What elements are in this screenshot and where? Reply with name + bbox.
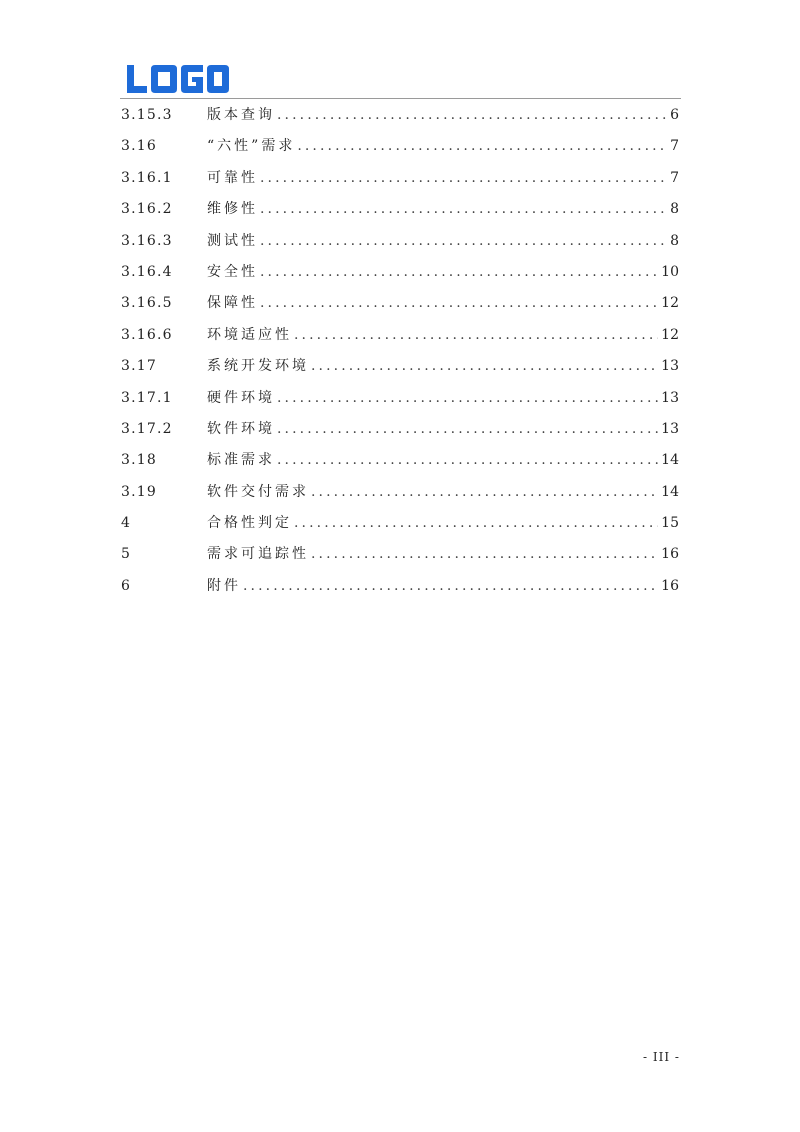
toc-dot-leader [277, 414, 658, 445]
toc-entry-page: 8 [670, 232, 679, 249]
toc-entry-page: 13 [661, 389, 679, 406]
toc-dot-leader [277, 100, 667, 131]
toc-entry-title: 标准需求 [207, 452, 275, 469]
toc-entry-number: 3.15.3 [121, 107, 173, 123]
toc-entry-page: 6 [670, 107, 679, 123]
toc-entry-title: 环境适应性 [207, 326, 292, 343]
table-of-contents [121, 100, 679, 602]
toc-entry-number: 3.16.4 [121, 263, 173, 280]
toc-entry-title: 需求可追踪性 [207, 546, 309, 563]
toc-entry[interactable] [121, 226, 679, 257]
toc-dot-leader [311, 477, 658, 508]
toc-entry-page: 15 [661, 515, 679, 532]
toc-entry-number: 3.16.1 [121, 169, 173, 186]
toc-entry-number: 3.17.2 [121, 420, 173, 437]
toc-entry-page: 12 [661, 326, 679, 343]
toc-entry-page: 7 [670, 138, 679, 155]
toc-entry-number: 3.19 [121, 483, 157, 500]
toc-dot-leader [260, 226, 667, 257]
toc-entry-page: 13 [661, 420, 679, 437]
toc-entry[interactable] [121, 320, 679, 351]
header-rule [120, 98, 681, 99]
toc-entry[interactable] [121, 477, 679, 508]
toc-dot-leader [277, 445, 658, 476]
toc-entry-number: 3.16.3 [121, 232, 173, 249]
toc-entry-number: 3.17.1 [121, 389, 173, 406]
toc-entry[interactable] [121, 571, 679, 602]
toc-dot-leader [311, 351, 658, 382]
toc-entry[interactable] [121, 351, 679, 382]
toc-entry[interactable] [121, 257, 679, 288]
page-number: - III - [643, 1050, 680, 1064]
toc-entry[interactable] [121, 194, 679, 225]
toc-entry-page: 7 [670, 169, 679, 186]
toc-entry-title: 维修性 [207, 201, 258, 218]
toc-entry-title: 附件 [207, 577, 241, 594]
toc-entry-title: 合格性判定 [207, 515, 292, 532]
toc-entry-title: 软件交付需求 [207, 483, 309, 500]
toc-entry-page: 14 [661, 452, 679, 469]
toc-dot-leader [294, 320, 658, 351]
toc-entry-number: 3.18 [121, 452, 157, 469]
toc-entry-number: 4 [121, 515, 132, 532]
toc-dot-leader [311, 539, 658, 570]
toc-entry-number: 3.16 [121, 138, 157, 155]
toc-entry-title: “六性”需求 [207, 138, 296, 155]
toc-entry[interactable] [121, 508, 679, 539]
toc-entry-title: 硬件环境 [207, 389, 275, 406]
toc-dot-leader [260, 163, 667, 194]
toc-entry[interactable] [121, 414, 679, 445]
toc-entry-page: 8 [670, 201, 679, 218]
toc-entry-title: 保障性 [207, 295, 258, 312]
toc-entry-number: 3.16.5 [121, 295, 173, 312]
toc-entry-title: 版本查询 [207, 107, 275, 123]
toc-entry-number: 6 [121, 577, 132, 594]
toc-entry[interactable] [121, 288, 679, 319]
toc-entry-number: 5 [121, 546, 132, 563]
toc-dot-leader [260, 288, 658, 319]
toc-entry[interactable] [121, 163, 679, 194]
toc-dot-leader [294, 508, 658, 539]
toc-dot-leader [243, 571, 658, 602]
toc-entry-title: 安全性 [207, 263, 258, 280]
logo [127, 64, 229, 94]
toc-entry-number: 3.16.2 [121, 201, 173, 218]
toc-entry[interactable] [121, 383, 679, 414]
toc-entry[interactable] [121, 445, 679, 476]
toc-entry-page: 10 [661, 263, 679, 280]
toc-entry[interactable] [121, 539, 679, 570]
toc-entry[interactable] [121, 131, 679, 162]
toc-entry[interactable] [121, 100, 679, 131]
toc-entry-page: 16 [661, 546, 679, 563]
toc-entry-page: 16 [661, 577, 679, 594]
toc-dot-leader [297, 131, 667, 162]
toc-entry-number: 3.17 [121, 358, 157, 375]
toc-entry-page: 13 [661, 358, 679, 375]
toc-entry-title: 测试性 [207, 232, 258, 249]
toc-entry-title: 可靠性 [207, 169, 258, 186]
toc-dot-leader [260, 194, 667, 225]
toc-entry-page: 14 [661, 483, 679, 500]
toc-entry-page: 12 [661, 295, 679, 312]
toc-entry-number: 3.16.6 [121, 326, 173, 343]
toc-dot-leader [260, 257, 658, 288]
toc-entry-title: 软件环境 [207, 420, 275, 437]
toc-dot-leader [277, 383, 658, 414]
toc-entry-title: 系统开发环境 [207, 358, 309, 375]
